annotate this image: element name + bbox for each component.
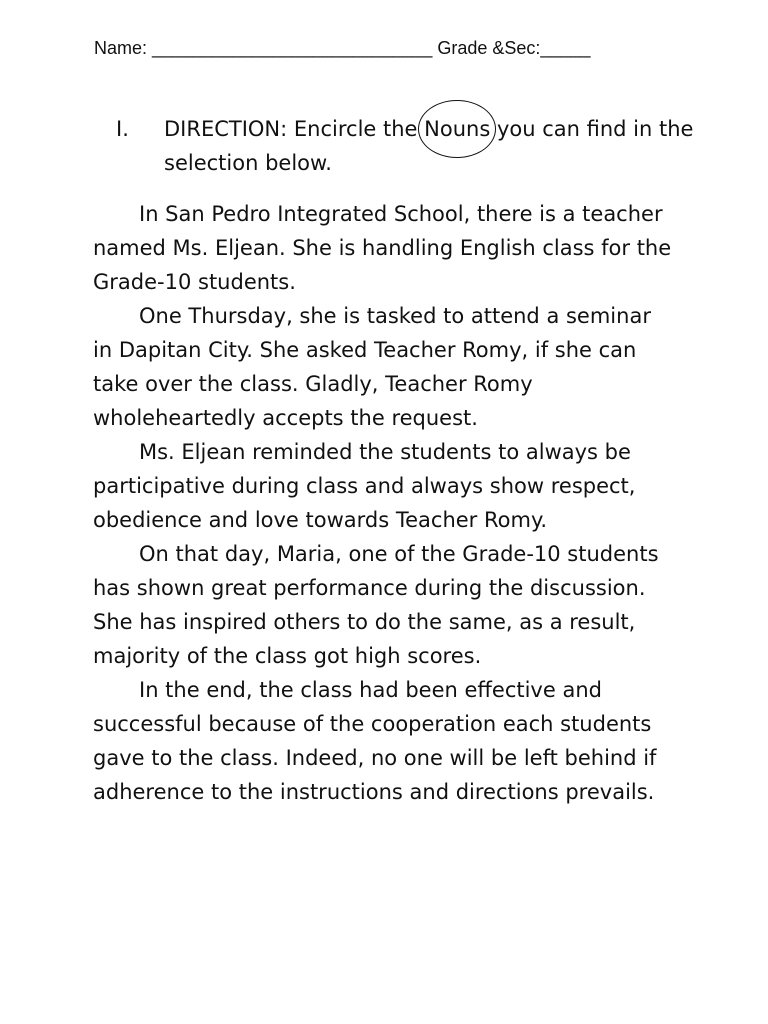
- passage-paragraph-3: Ms. Eljean reminded the students to always be participative during class and always show respect, obedience and love towards Teacher Romy.: [93, 440, 636, 532]
- direction-text: [164, 112, 716, 180]
- passage-paragraph-5: In the end, the class had been effective and successful because of the cooperation each students gave to the class. Indeed, no one will be left behind if adherence to the instructions and directions prevails.: [93, 678, 657, 804]
- direction-instruction: [116, 112, 716, 180]
- passage-paragraph-2: One Thursday, she is tasked to attend a seminar in Dapitan City. She asked Teacher Romy, if she can take over the class. Gladly, Teacher Romy wholeheartedly accepts the request.: [93, 304, 651, 430]
- grade-section-blank: _____: [540, 38, 591, 58]
- grade-section-label: Grade &Sec:: [437, 38, 541, 58]
- worksheet-header: [94, 35, 590, 61]
- passage-paragraph-1: In San Pedro Integrated School, there is a teacher named Ms. Eljean. She is handling English class for the Grade-10 students.: [93, 202, 672, 294]
- name-blank: ____________________________: [152, 38, 433, 58]
- reading-passage: [93, 197, 673, 809]
- direction-suffix: you can find in the selection below.: [164, 117, 694, 175]
- name-label: Name:: [94, 38, 148, 58]
- item-number: I.: [116, 117, 129, 141]
- direction-prefix: DIRECTION: Encircle the: [164, 117, 418, 141]
- circled-word-nouns: Nouns: [424, 112, 490, 146]
- passage-paragraph-4: On that day, Maria, one of the Grade-10 students has shown great performance during the discussion. She has inspired others to do the same, as a result, majority of the class got high scores.: [93, 542, 659, 668]
